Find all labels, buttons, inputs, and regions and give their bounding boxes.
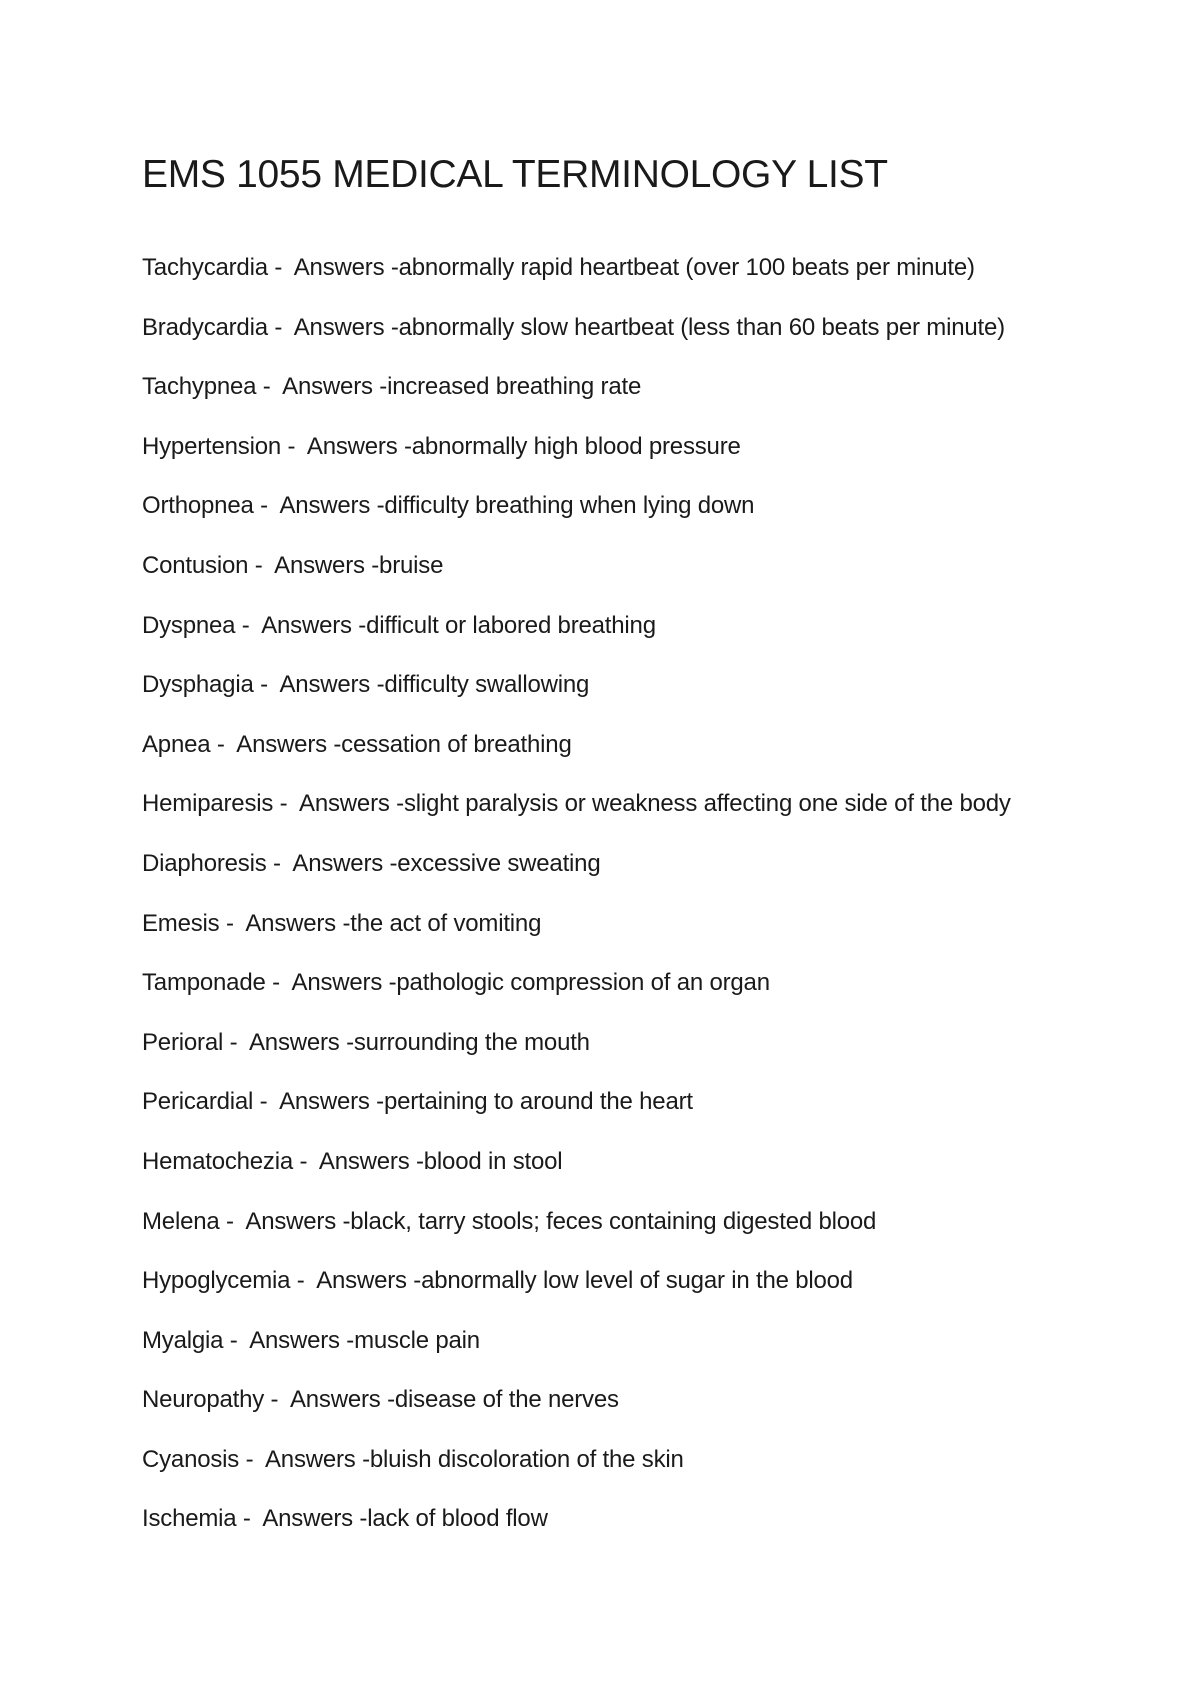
term-definition: increased breathing rate (387, 373, 642, 401)
answers-label: Answers - (279, 1088, 384, 1116)
term-name: Orthopnea (142, 492, 254, 520)
term-name: Perioral (142, 1028, 224, 1056)
answers-label: Answers - (249, 1326, 355, 1354)
term-separator: - (290, 1267, 317, 1295)
term-separator: - (223, 1326, 250, 1354)
term-entry (142, 551, 1011, 611)
answers-label: Answers - (262, 1505, 368, 1533)
term-definition: disease of the nerves (394, 1386, 619, 1414)
term-separator: - (210, 730, 237, 758)
term-definition: abnormally rapid heartbeat (over 100 beats per minute) (398, 254, 975, 281)
term-separator: - (223, 1028, 249, 1056)
answers-label: Answers - (274, 551, 380, 579)
term-definition: difficulty breathing when lying down (384, 492, 755, 520)
term-separator: - (248, 551, 275, 579)
term-name: Emesis (142, 909, 220, 937)
term-name: Tachycardia (142, 254, 268, 281)
document-title: EMS 1055 MEDICAL TERMINOLOGY LIST (142, 153, 888, 196)
term-definition: black, tarry stools; feces containing digested blood (350, 1207, 877, 1235)
answers-label: Answers - (318, 1147, 424, 1175)
term-name: Contusion (142, 551, 249, 579)
term-separator: - (293, 1147, 319, 1175)
term-name: Hypoglycemia (142, 1267, 291, 1295)
answers-label: Answers - (279, 492, 385, 520)
term-name: Melena (142, 1207, 220, 1235)
term-name: Pericardial (142, 1088, 254, 1116)
term-definition: pathologic compression of an organ (396, 969, 770, 997)
term-entry (142, 909, 1011, 969)
term-entry (142, 313, 1011, 373)
term-separator: - (253, 671, 280, 699)
term-entry (142, 1504, 1011, 1564)
term-separator: - (219, 909, 246, 937)
term-definition: lack of blood flow (367, 1505, 548, 1533)
term-definition: bruise (379, 551, 444, 579)
term-definition: abnormally low level of sugar in the blood (421, 1267, 853, 1295)
term-name: Tamponade (142, 969, 266, 997)
answers-label: Answers - (245, 909, 351, 937)
term-separator: - (219, 1207, 246, 1235)
term-entry (142, 849, 1011, 909)
term-definition: difficulty swallowing (384, 671, 590, 699)
term-definition: bluish discoloration of the skin (369, 1445, 684, 1473)
term-separator: - (253, 492, 280, 520)
term-separator: - (256, 373, 283, 401)
answers-label: Answers - (293, 313, 399, 341)
term-definition: abnormally slow heartbeat (less than 60 beats per minute) (398, 313, 1005, 341)
term-entry (142, 730, 1011, 790)
answers-label: Answers - (248, 1028, 354, 1056)
term-entry (142, 1326, 1011, 1386)
term-definition: pertaining to around the heart (383, 1088, 693, 1116)
answers-label: Answers - (279, 671, 385, 699)
term-definition: surrounding the mouth (353, 1028, 590, 1056)
term-entry (142, 432, 1011, 492)
term-separator: - (236, 1505, 263, 1533)
term-entry (142, 372, 1011, 432)
term-separator: - (281, 432, 307, 460)
term-separator: - (264, 1386, 290, 1414)
term-separator: - (266, 849, 293, 877)
term-definition: abnormally high blood pressure (411, 432, 741, 460)
term-definition: blood in stool (423, 1147, 563, 1175)
term-name: Hypertension (142, 432, 282, 460)
term-definition: muscle pain (354, 1326, 480, 1354)
answers-label: Answers - (299, 790, 404, 818)
term-entry (142, 1445, 1011, 1505)
term-definition: slight paralysis or weakness affecting one side of the body (403, 790, 1011, 818)
term-entry (142, 1385, 1011, 1445)
term-definition: the act of vomiting (350, 909, 542, 937)
term-entry (142, 670, 1011, 730)
term-entry (142, 1028, 1011, 1088)
term-separator: - (235, 611, 262, 639)
term-entry (142, 1266, 1011, 1326)
answers-label: Answers - (236, 730, 342, 758)
term-entry (142, 611, 1011, 671)
answers-label: Answers - (292, 849, 398, 877)
answers-label: Answers - (261, 611, 367, 639)
term-entry (142, 968, 1011, 1028)
answers-label: Answers - (293, 254, 399, 281)
term-name: Cyanosis (142, 1445, 240, 1473)
term-separator: - (253, 1088, 280, 1116)
answers-label: Answers - (245, 1207, 351, 1235)
term-name: Myalgia (142, 1326, 224, 1354)
term-definition: cessation of breathing (341, 730, 572, 758)
term-name: Dyspnea (142, 611, 236, 639)
term-separator: - (267, 254, 294, 281)
term-definition: difficult or labored breathing (366, 611, 656, 639)
term-entry (142, 1087, 1011, 1147)
term-name: Neuropathy (142, 1386, 265, 1414)
term-name: Bradycardia (142, 313, 268, 341)
term-name: Hemiparesis (142, 790, 274, 818)
term-separator: - (239, 1445, 265, 1473)
answers-label: Answers - (316, 1267, 422, 1295)
term-name: Ischemia (142, 1505, 237, 1533)
term-entry (142, 789, 1011, 849)
term-entry (142, 1207, 1011, 1267)
term-name: Dysphagia (142, 671, 254, 699)
answers-label: Answers - (282, 373, 388, 401)
term-entry (142, 1147, 1011, 1207)
term-entry (142, 491, 1011, 551)
term-name: Hematochezia (142, 1147, 294, 1175)
answers-label: Answers - (306, 432, 412, 460)
term-name: Diaphoresis (142, 849, 267, 877)
term-name: Apnea (142, 730, 211, 758)
term-separator: - (273, 790, 300, 818)
term-entry (142, 253, 1011, 313)
term-separator: - (265, 969, 292, 997)
term-separator: - (267, 313, 294, 341)
answers-label: Answers - (289, 1386, 395, 1414)
term-name: Tachypnea (142, 373, 257, 401)
answers-label: Answers - (291, 969, 397, 997)
answers-label: Answers - (264, 1445, 370, 1473)
term-definition: excessive sweating (397, 849, 601, 877)
terminology-list (142, 253, 1011, 1564)
